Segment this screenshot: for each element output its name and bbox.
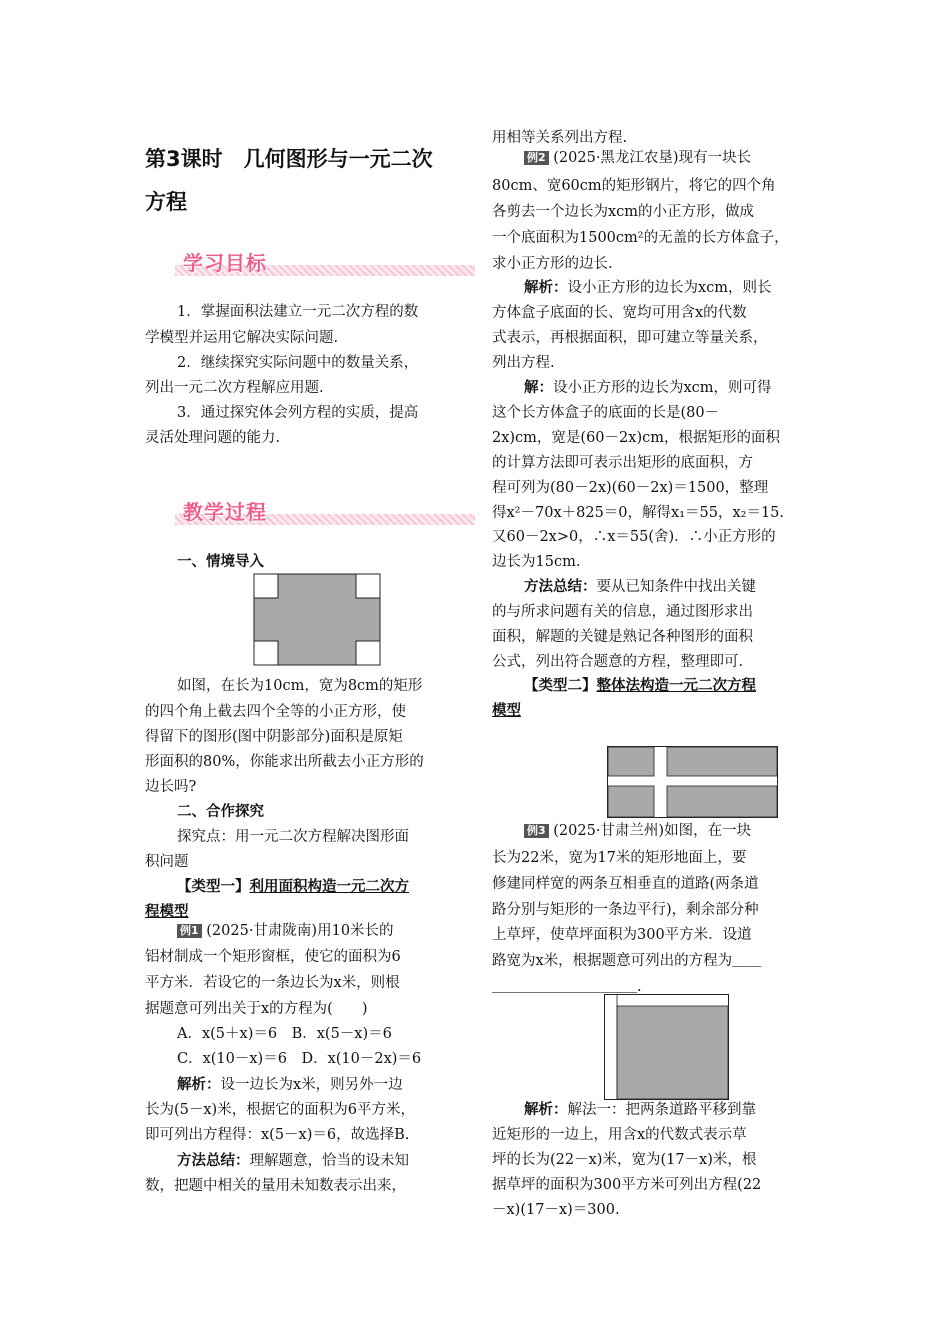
ex2-line: 80cm、宽60cm的矩形钢片，将它的四个角 [492, 178, 776, 194]
type2-heading [524, 673, 756, 699]
ex3-line: 长为22米，宽为17米的矩形地面上，要 [492, 850, 747, 866]
ex3-analysis: 解析：解法一：把两条道路平移到靠 [524, 1102, 756, 1118]
ex1-line: 据题意可列出关于x的方程为( ) [145, 1001, 368, 1017]
ex1-line: 例1 (2025·甘肃陇南)用10米长的 [177, 918, 394, 944]
ex2-analysis: 列出方程. [492, 355, 555, 371]
ex3-analysis: 据草坪的面积为300平方米可列出方程(22 [492, 1177, 762, 1193]
lesson-title-line2: 方程 [145, 190, 187, 214]
ex2-solution: 这个长方体盒子的底面的长是(80－ [492, 405, 720, 421]
ex2-method: 面积，解题的关键是熟记各种图形的面积 [492, 629, 753, 645]
ex2-method: 方法总结：要从已知条件中找出关键 [524, 579, 756, 595]
goals-banner [175, 247, 475, 283]
goal-line: 2．继续探究实际问题中的数量关系， [177, 355, 419, 371]
ex2-analysis: 式表示，再根据面积，即可建立等量关系， [492, 330, 768, 346]
ex3-line: 路宽为x米，根据题意可列出的方程为＿＿ [492, 953, 762, 969]
ex1-line: 平方米．若设它的一条边长为x米，则根 [145, 975, 400, 991]
intro-line: 的四个角上截去四个全等的小正方形，使 [145, 704, 406, 720]
ex2-line: 例2 (2025·黑龙江农垦)现有一块长 [524, 145, 751, 171]
intro-line: 如图，在长为10cm，宽为8cm的矩形 [177, 678, 423, 694]
ex3-analysis: 近矩形的一边上，用含x的代数式表示草 [492, 1127, 747, 1143]
ex1-analysis: 即可列出方程得：x(5－x)＝6，故选择B. [145, 1127, 410, 1143]
type2-bracket: 【类型二】 [524, 678, 597, 694]
ex1-method: 用相等关系列出方程. [492, 130, 628, 146]
type1-title: 利用面积构造一元二次方 [249, 879, 409, 895]
type2-title: 整体法构造一元二次方程 [596, 678, 756, 694]
ex3-badge: 例3 [524, 824, 549, 838]
type1-bracket: 【类型一】 [177, 879, 250, 895]
explore-point: 探究点：用一元二次方程解决图形面 [177, 829, 409, 845]
ex1-line: 铝材制成一个矩形窗框，使它的面积为6 [145, 949, 401, 965]
ex1-analysis: 解析：设一边长为x米，则另外一边 [177, 1077, 403, 1093]
ex2-solution: 得x²－70x＋825＝0，解得x₁＝55，x₂＝15. [492, 505, 785, 521]
ex2-solution: 又60－2x>0，∴x＝55(舍)．∴小正方形的 [492, 529, 776, 545]
ex2-line: 各剪去一个边长为xcm的小正方形，做成 [492, 204, 755, 220]
goal-line: 3．通过探究体会列方程的实质，提高 [177, 405, 419, 421]
cross-roads-figure [607, 746, 778, 818]
translated-roads-figure [604, 994, 729, 1100]
intro-line: 得留下的图形(图中阴影部分)面积是原矩 [145, 729, 403, 745]
ex3-line: 例3 (2025·甘肃兰州)如图，在一块 [524, 818, 751, 844]
ex3-analysis: －x)(17－x)＝300. [492, 1202, 620, 1218]
ex2-solution: 的计算方法即可表示出矩形的底面积，方 [492, 455, 753, 471]
ex3-analysis: 坪的长为(22－x)米，宽为(17－x)米，根 [492, 1152, 757, 1168]
ex1-method: 方法总结：理解题意，恰当的设未知 [177, 1153, 409, 1169]
intro-line: 形面积的80%，你能求出所截去小正方形的 [145, 754, 424, 770]
ex1-badge: 例1 [177, 924, 202, 938]
type1-heading [177, 874, 409, 900]
cut-corners-figure [253, 573, 381, 666]
goals-banner-label: 学习目标 [183, 251, 267, 275]
process-banner-label: 教学过程 [183, 500, 267, 524]
goal-line: 列出一元二次方程解应用题. [145, 380, 324, 396]
ex2-solution: 解：设小正方形的边长为xcm，则可得 [524, 380, 772, 396]
ex2-analysis: 方体盒子底面的长、宽均可用含x的代数 [492, 305, 747, 321]
goal-line: 学模型并运用它解决实际问题. [145, 330, 339, 346]
lesson-title-line1: 第3课时 几何图形与一元二次 [145, 147, 433, 171]
ex1-method: 数，把题中相关的量用未知数表示出来， [145, 1178, 406, 1194]
goal-line: 1．掌握面积法建立一元二次方程的数 [177, 304, 419, 320]
explore-heading: 二、合作探究 [177, 804, 264, 820]
ex2-solution: 2x)cm，宽是(60－2x)cm，根据矩形的面积 [492, 430, 780, 446]
ex3-line: ＿＿＿＿＿＿＿＿＿＿. [492, 979, 642, 995]
ex1-option: C．x(10－x)＝6 D．x(10－2x)＝6 [177, 1051, 422, 1067]
explore-point: 积问题 [145, 854, 189, 870]
ex3-line: 路分别与矩形的一条边平行)，剩余部分种 [492, 902, 759, 918]
ex2-method: 公式，列出符合题意的方程，整理即可. [492, 654, 744, 670]
ex1-option: A．x(5＋x)＝6 B．x(5－x)＝6 [177, 1026, 392, 1042]
ex2-solution: 程可列为(80－2x)(60－2x)＝1500，整理 [492, 480, 769, 496]
ex2-method: 的与所求问题有关的信息，通过图形求出 [492, 604, 753, 620]
process-banner [175, 496, 475, 532]
ex1-analysis: 长为(5－x)米，根据它的面积为6平方米， [145, 1102, 415, 1118]
ex2-line: 一个底面积为1500cm²的无盖的长方体盒子， [492, 230, 789, 246]
ex3-line: 上草坪，使草坪面积为300平方米．设道 [492, 927, 752, 943]
intro-heading: 一、情境导入 [177, 554, 264, 570]
ex2-solution: 边长为15cm. [492, 554, 581, 570]
ex2-badge: 例2 [524, 151, 549, 165]
ex2-line: 求小正方形的边长. [492, 256, 613, 272]
type2-title-cont: 模型 [492, 703, 521, 719]
intro-line: 边长吗? [145, 779, 197, 795]
ex2-analysis: 解析：设小正方形的边长为xcm，则长 [524, 280, 772, 296]
type1-title-cont: 程模型 [145, 904, 189, 920]
ex3-line: 修建同样宽的两条互相垂直的道路(两条道 [492, 876, 759, 892]
goal-line: 灵活处理问题的能力. [145, 430, 281, 446]
